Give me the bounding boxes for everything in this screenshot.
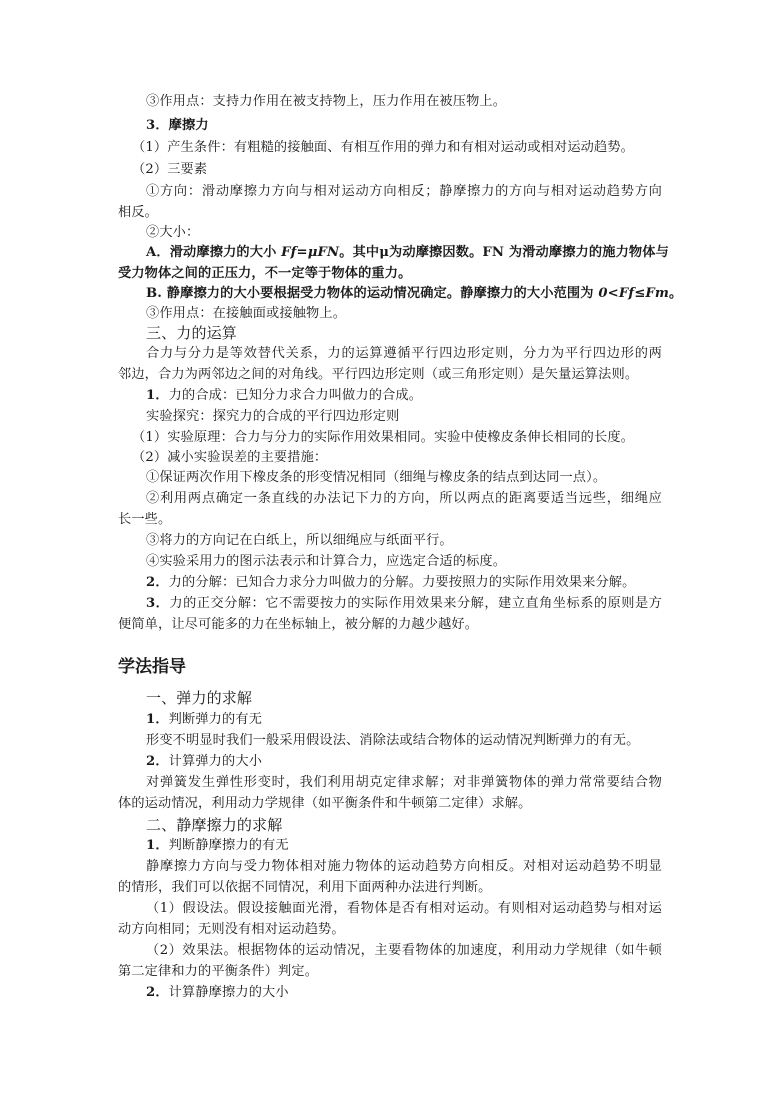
text-segment: 。	[669, 286, 683, 301]
text-line: 便简单，让尽可能多的力在坐标轴上，被分解的力越少越好。	[118, 617, 479, 632]
text-line: 体的运动情况，利用动力学规律（如平衡条件和牛顿第二定律）求解。	[118, 796, 532, 811]
text-line: ②利用两点确定一条直线的办法记下力的方向，所以两点的距离要适当远些，细绳应	[146, 491, 662, 506]
text-segment: A．滑动摩擦力的大小	[146, 245, 282, 260]
item-number: 1．	[146, 838, 169, 853]
text-line: 合力与分力是等效替代关系，力的运算遵循平行四边形定则，分力为平行四边形的两	[146, 346, 662, 361]
text-line: 形变不明显时我们一般采用假设法、消除法或结合物体的运动情况判断弹力的有无。	[146, 733, 640, 748]
section-title: 一、弹力的求解	[146, 689, 253, 707]
item-number: 3．	[146, 596, 170, 611]
subsection-title	[146, 752, 262, 772]
item-text: 力的正交分解：它不需要按力的实际作用效果来分解，建立直角坐标系的原则是方	[169, 596, 662, 611]
text-line: （1）实验原理：合力与分力的实际作用效果相同。实验中使橡皮条伸长相同的长度。	[132, 430, 635, 445]
text-line: 第二定律和力的平衡条件）判定。	[118, 964, 319, 979]
subsection-title	[146, 983, 289, 1003]
text-line: 相反。	[118, 205, 159, 220]
item-text: 力的合成：已知分力求合力叫做力的合成。	[168, 388, 423, 403]
text-line: 静摩擦力方向与受力物体相对施力物体的运动趋势方向相反。对相对运动趋势不明显	[146, 859, 662, 874]
section-title: 二、静摩擦力的求解	[146, 816, 283, 834]
text-line	[146, 243, 669, 263]
text-line: ①方向：滑动摩擦力方向与相对运动方向相反；静摩擦力的方向与相对运动趋势方向	[146, 184, 662, 199]
text-line: 动方向相同；无则没有相对运动趋势。	[118, 922, 345, 937]
item-number: 1．	[146, 388, 169, 403]
text-segment: 。其中μ为动摩擦因数。FN 为滑动摩擦力的施力物体与	[339, 245, 669, 260]
text-line: ④实验采用力的图示法表示和计算合力，应选定合适的标度。	[146, 554, 507, 569]
text-line: 对弹簧发生弹性形变时，我们利用胡克定律求解；对非弹簧物体的弹力常常要结合物	[146, 775, 662, 790]
text-line: （1）产生条件：有粗糙的接触面、有相互作用的弹力和有相对运动或相对运动趋势。	[132, 140, 635, 155]
item-number: 2．	[146, 985, 169, 1000]
text-line	[146, 284, 682, 304]
subsection-title	[146, 710, 262, 730]
subsection-title	[146, 116, 209, 136]
text-line: （1）假设法。假设接触面光滑，看物体是否有相对运动。有则相对运动趋势与相对运	[146, 901, 662, 916]
item-number: 3．	[146, 118, 169, 133]
item-text: 力的分解：已知合力求分力叫做力的分解。力要按照力的实际作用效果来分解。	[168, 575, 636, 590]
text-line: ②大小：	[146, 225, 200, 240]
text-line	[146, 594, 662, 614]
text-line: ①保证两次作用下橡皮条的形变情况相同（细绳与橡皮条的结点到达同一点）。	[146, 470, 607, 485]
text-line: ③作用点：支持力作用在被支持物上，压力作用在被压物上。	[146, 94, 507, 109]
formula: Ff=μFN	[281, 245, 340, 260]
formula: 0<Ff≤Fm	[598, 286, 670, 301]
text-line: （2）效果法。根据物体的运动情况，主要看物体的加速度，利用动力学规律（如牛顿	[146, 943, 662, 958]
subsection-title	[146, 836, 289, 856]
item-number: 1．	[146, 712, 169, 727]
text-segment: B. 静摩擦力的大小要根据受力物体的运动情况确定。静摩擦力的大小范围为	[146, 286, 599, 301]
item-number: 2．	[146, 575, 169, 590]
item-title: 判断弹力的有无	[168, 712, 263, 727]
text-line: ③作用点：在接触面或接触物上。	[146, 306, 347, 321]
item-title: 计算弹力的大小	[168, 754, 263, 769]
text-line: 长一些。	[118, 512, 172, 527]
text-line	[146, 573, 635, 593]
section-heading: 学法指导	[118, 657, 186, 677]
text-line: （2）三要素	[132, 162, 208, 177]
text-line: 受力物体之间的正压力，不一定等于物体的重力。	[118, 266, 412, 281]
text-line: 的情形，我们可以依据不同情况，利用下面两种办法进行判断。	[118, 880, 492, 895]
item-title: 判断静摩擦力的有无	[168, 838, 289, 853]
item-title: 计算静摩擦力的大小	[168, 985, 289, 1000]
section-title: 三、力的运算	[146, 324, 237, 342]
item-number: 2．	[146, 754, 169, 769]
text-line: （2）减小实验误差的主要措施：	[132, 450, 328, 465]
text-line: 邻边，合力为两邻边之间的对角线。平行四边形定则（或三角形定则）是矢量运算法则。	[118, 367, 639, 382]
text-line	[146, 386, 422, 406]
text-line: 实验探究：探究力的合成的平行四边形定则	[146, 409, 400, 424]
text-line: ③将力的方向记在白纸上，所以细绳应与纸面平行。	[146, 533, 453, 548]
item-title: 摩擦力	[168, 118, 209, 133]
